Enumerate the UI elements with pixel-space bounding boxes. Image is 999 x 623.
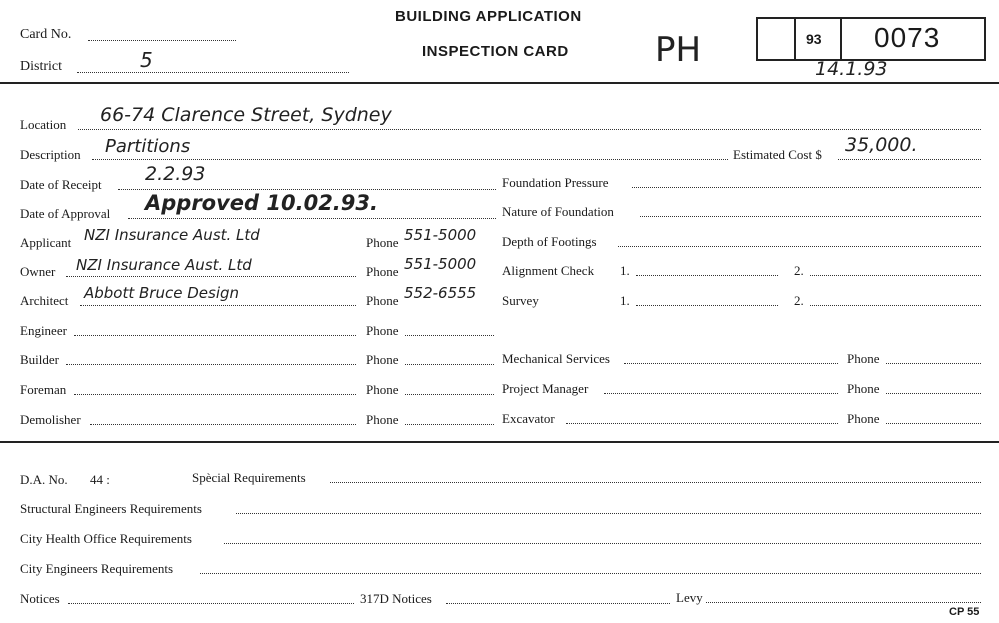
survey-label: Survey (502, 293, 539, 308)
alignment-check-2-line[interactable] (810, 275, 981, 276)
notices-317d-label: 317D Notices (360, 591, 432, 606)
alignment-check-label: Alignment Check (502, 263, 595, 278)
architect-label: Architect (20, 293, 69, 308)
card-no-label: Card No. (20, 27, 72, 42)
engineer-phone-line[interactable] (405, 335, 494, 336)
excavator-phone-line[interactable] (886, 423, 981, 424)
foundation-pressure-label: Foundation Pressure (502, 175, 609, 190)
owner-phone-value: 551-5000 (404, 255, 477, 273)
district-value: 5 (140, 48, 153, 72)
nature-of-foundation-label: Nature of Foundation (502, 204, 614, 219)
form-code: CP 55 (949, 606, 980, 618)
date-of-approval-line[interactable] (128, 218, 496, 219)
foundation-pressure-line[interactable] (632, 187, 981, 188)
box-number: 0073 (874, 22, 941, 53)
depth-of-footings-line[interactable] (618, 246, 981, 247)
date-of-approval-label: Date of Approval (20, 206, 111, 221)
demolisher-phone-label: Phone (366, 412, 399, 427)
notices-317d-line[interactable] (446, 603, 670, 604)
date-of-approval-value: Approved 10.02.93. (145, 191, 378, 215)
owner-line[interactable] (66, 276, 356, 277)
da-no-label: D.A. No. (20, 472, 68, 487)
alignment-check-1-label: 1. (620, 263, 630, 278)
demolisher-line[interactable] (90, 424, 356, 425)
foreman-label: Foreman (20, 382, 67, 397)
file-number-box (756, 17, 986, 61)
initials-value: PH (655, 30, 702, 70)
da-no-value: 44 : (90, 472, 110, 487)
mechanical-services-line[interactable] (624, 363, 838, 364)
alignment-check-1-line[interactable] (636, 275, 778, 276)
demolisher-label: Demolisher (20, 412, 81, 427)
middle-divider (0, 441, 999, 443)
levy-line[interactable] (706, 602, 981, 603)
applicant-label: Applicant (20, 235, 72, 250)
applicant-phone-value: 551-5000 (404, 226, 477, 244)
estimated-cost-value: 35,000. (845, 134, 918, 156)
architect-phone-value: 552-6555 (404, 284, 477, 302)
levy-label: Levy (676, 590, 703, 605)
project-manager-line[interactable] (604, 393, 838, 394)
foreman-phone-line[interactable] (405, 394, 494, 395)
box-year: 93 (806, 31, 822, 47)
demolisher-phone-line[interactable] (405, 424, 494, 425)
builder-line[interactable] (66, 364, 356, 365)
survey-2-line[interactable] (810, 305, 981, 306)
form-title-line2: INSPECTION CARD (422, 43, 569, 60)
builder-phone-label: Phone (366, 352, 399, 367)
survey-1-line[interactable] (636, 305, 778, 306)
location-line[interactable] (78, 129, 981, 130)
mechanical-services-label: Mechanical Services (502, 351, 610, 366)
engineer-phone-label: Phone (366, 323, 399, 338)
survey-1-label: 1. (620, 293, 630, 308)
structural-requirements-line[interactable] (236, 513, 981, 514)
structural-requirements-label: Structural Engineers Requirements (20, 501, 202, 516)
architect-phone-label: Phone (366, 293, 399, 308)
owner-label: Owner (20, 264, 56, 279)
engineers-requirements-line[interactable] (200, 573, 981, 574)
date-written: 14.1.93 (815, 58, 888, 80)
notices-label: Notices (20, 591, 60, 606)
district-line[interactable] (77, 72, 349, 73)
date-of-receipt-label: Date of Receipt (20, 177, 102, 192)
notices-line[interactable] (68, 603, 354, 604)
top-divider (0, 82, 999, 84)
special-requirements-label: Spècial Requirements (192, 470, 306, 485)
location-label: Location (20, 117, 67, 132)
engineer-label: Engineer (20, 323, 67, 338)
architect-line[interactable] (80, 305, 356, 306)
project-manager-phone-label: Phone (847, 381, 880, 396)
mechanical-services-phone-label: Phone (847, 351, 880, 366)
form-title-line1: BUILDING APPLICATION (395, 8, 582, 25)
date-of-receipt-value: 2.2.93 (145, 163, 206, 185)
foreman-phone-label: Phone (366, 382, 399, 397)
engineer-line[interactable] (74, 335, 356, 336)
nature-of-foundation-line[interactable] (640, 216, 981, 217)
description-value: Partitions (105, 136, 191, 157)
owner-value: NZI Insurance Aust. Ltd (76, 256, 252, 274)
estimated-cost-label: Estimated Cost $ (733, 147, 822, 162)
owner-phone-label: Phone (366, 264, 399, 279)
mechanical-services-phone-line[interactable] (886, 363, 981, 364)
builder-phone-line[interactable] (405, 364, 494, 365)
card-no-line[interactable] (88, 40, 236, 41)
health-requirements-line[interactable] (224, 543, 981, 544)
description-line[interactable] (92, 159, 728, 160)
depth-of-footings-label: Depth of Footings (502, 234, 597, 249)
applicant-phone-label: Phone (366, 235, 399, 250)
foreman-line[interactable] (74, 394, 356, 395)
district-label: District (20, 59, 62, 74)
project-manager-phone-line[interactable] (886, 393, 981, 394)
architect-value: Abbott Bruce Design (84, 284, 240, 302)
engineers-requirements-label: City Engineers Requirements (20, 561, 174, 576)
description-label: Description (20, 147, 81, 162)
alignment-check-2-label: 2. (794, 263, 804, 278)
excavator-line[interactable] (566, 423, 838, 424)
location-value: 66-74 Clarence Street, Sydney (100, 104, 392, 126)
date-of-receipt-line[interactable] (118, 189, 496, 190)
excavator-label: Excavator (502, 411, 555, 426)
excavator-phone-label: Phone (847, 411, 880, 426)
applicant-value: NZI Insurance Aust. Ltd (84, 226, 260, 244)
health-requirements-label: City Health Office Requirements (20, 531, 192, 546)
survey-2-label: 2. (794, 293, 804, 308)
project-manager-label: Project Manager (502, 381, 589, 396)
builder-label: Builder (20, 352, 59, 367)
special-requirements-line[interactable] (330, 482, 981, 483)
estimated-cost-line[interactable] (838, 159, 981, 160)
